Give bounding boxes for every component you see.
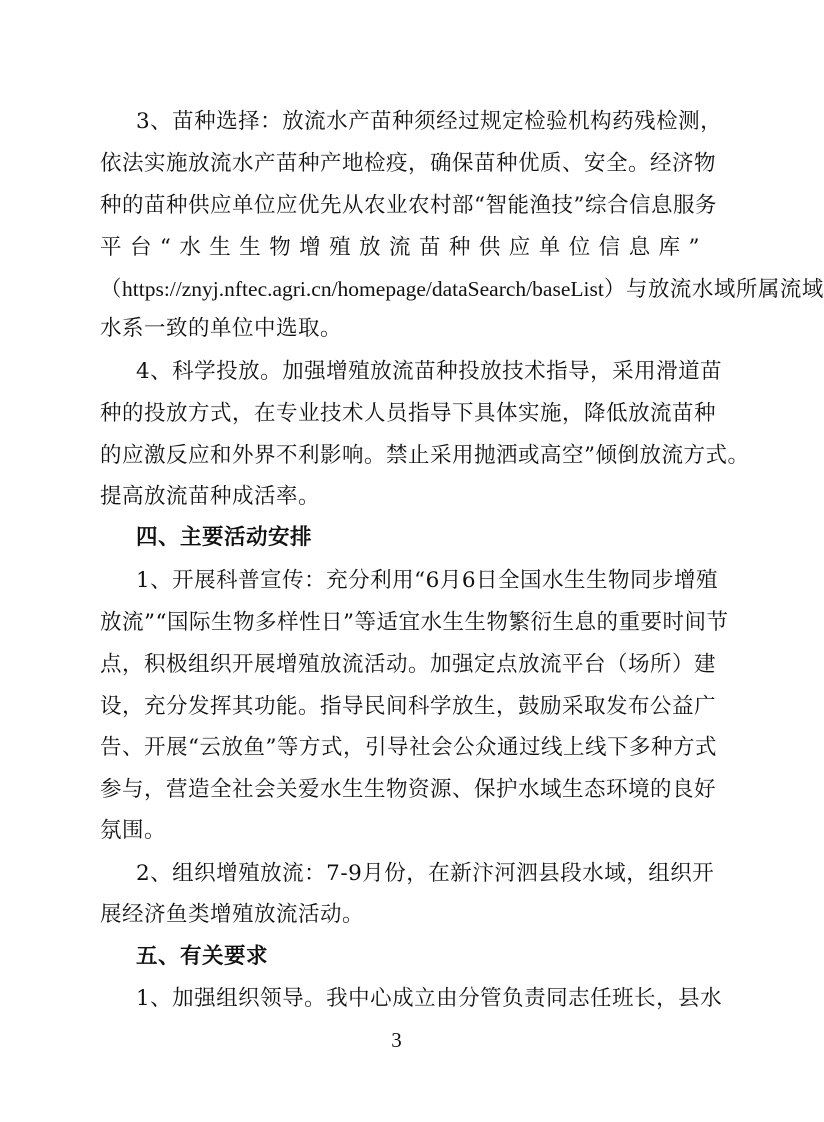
s4-item1-line7: 氛围。 xyxy=(100,818,167,843)
section5-heading: 五、有关要求 xyxy=(136,944,269,969)
section4-heading: 四、主要活动安排 xyxy=(136,525,313,550)
paren-open: （ xyxy=(100,277,123,302)
s4-item2-line1: 2、组织增殖放流：7-9月份，在新汴河泗县段水域，组织开 xyxy=(136,861,715,886)
s5-item1-line1: 1、加强组织领导。我中心成立由分管负责同志任班长，县水 xyxy=(136,986,723,1011)
s4-item1-line6: 参与，营造全社会关爱水生生物资源、保护水域生态环境的良好 xyxy=(100,777,717,802)
item3-line5 xyxy=(100,273,824,306)
item3-line4: 平台“水生生物增殖放流苗种供应单位信息库” xyxy=(100,235,700,260)
item4-line3: 的应激反应和外界不利影响。禁止采用抛洒或高空”倾倒放流方式。 xyxy=(100,443,750,468)
item4-line2: 种的投放方式，在专业技术人员指导下具体实施，降低放流苗种 xyxy=(100,401,717,426)
item3-line5-suffix: ）与放流水域所属流域 xyxy=(603,277,824,302)
item4-line1: 4、科学投放。加强增殖放流苗种投放技术指导，采用滑道苗 xyxy=(136,359,723,384)
page-number: 3 xyxy=(391,1028,402,1052)
database-url-link[interactable]: https://znyj.nftec.agri.cn/homepage/dataSearch/baseList xyxy=(122,277,604,301)
s4-item1-line2: 放流”“国际生物多样性日”等适宜水生生物繁衍生息的重要时间节 xyxy=(100,610,729,635)
s4-item1-line4: 设，充分发挥其功能。指导民间科学放生，鼓励采取发布公益广 xyxy=(100,694,717,719)
s4-item1-line5: 告、开展“云放鱼”等方式，引导社会公众通过线上线下多种方式 xyxy=(100,735,717,760)
s4-item1-line1: 1、开展科普宣传：充分利用“6月6日全国水生生物同步增殖 xyxy=(136,568,719,593)
item3-line1: 3、苗种选择：放流水产苗种须经过规定检验机构药残检测， xyxy=(136,109,723,134)
item3-line6: 水系一致的单位中选取。 xyxy=(100,316,343,341)
item4-line4: 提高放流苗种成活率。 xyxy=(100,484,321,509)
item3-line2: 依法实施放流水产苗种产地检疫，确保苗种优质、安全。经济物 xyxy=(100,151,717,176)
s4-item2-line2: 展经济鱼类增殖放流活动。 xyxy=(100,902,365,927)
item3-line3: 种的苗种供应单位应优先从农业农村部“智能渔技”综合信息服务 xyxy=(100,193,717,218)
s4-item1-line3: 点，积极组织开展增殖放流活动。加强定点放流平台（场所）建 xyxy=(100,652,717,677)
